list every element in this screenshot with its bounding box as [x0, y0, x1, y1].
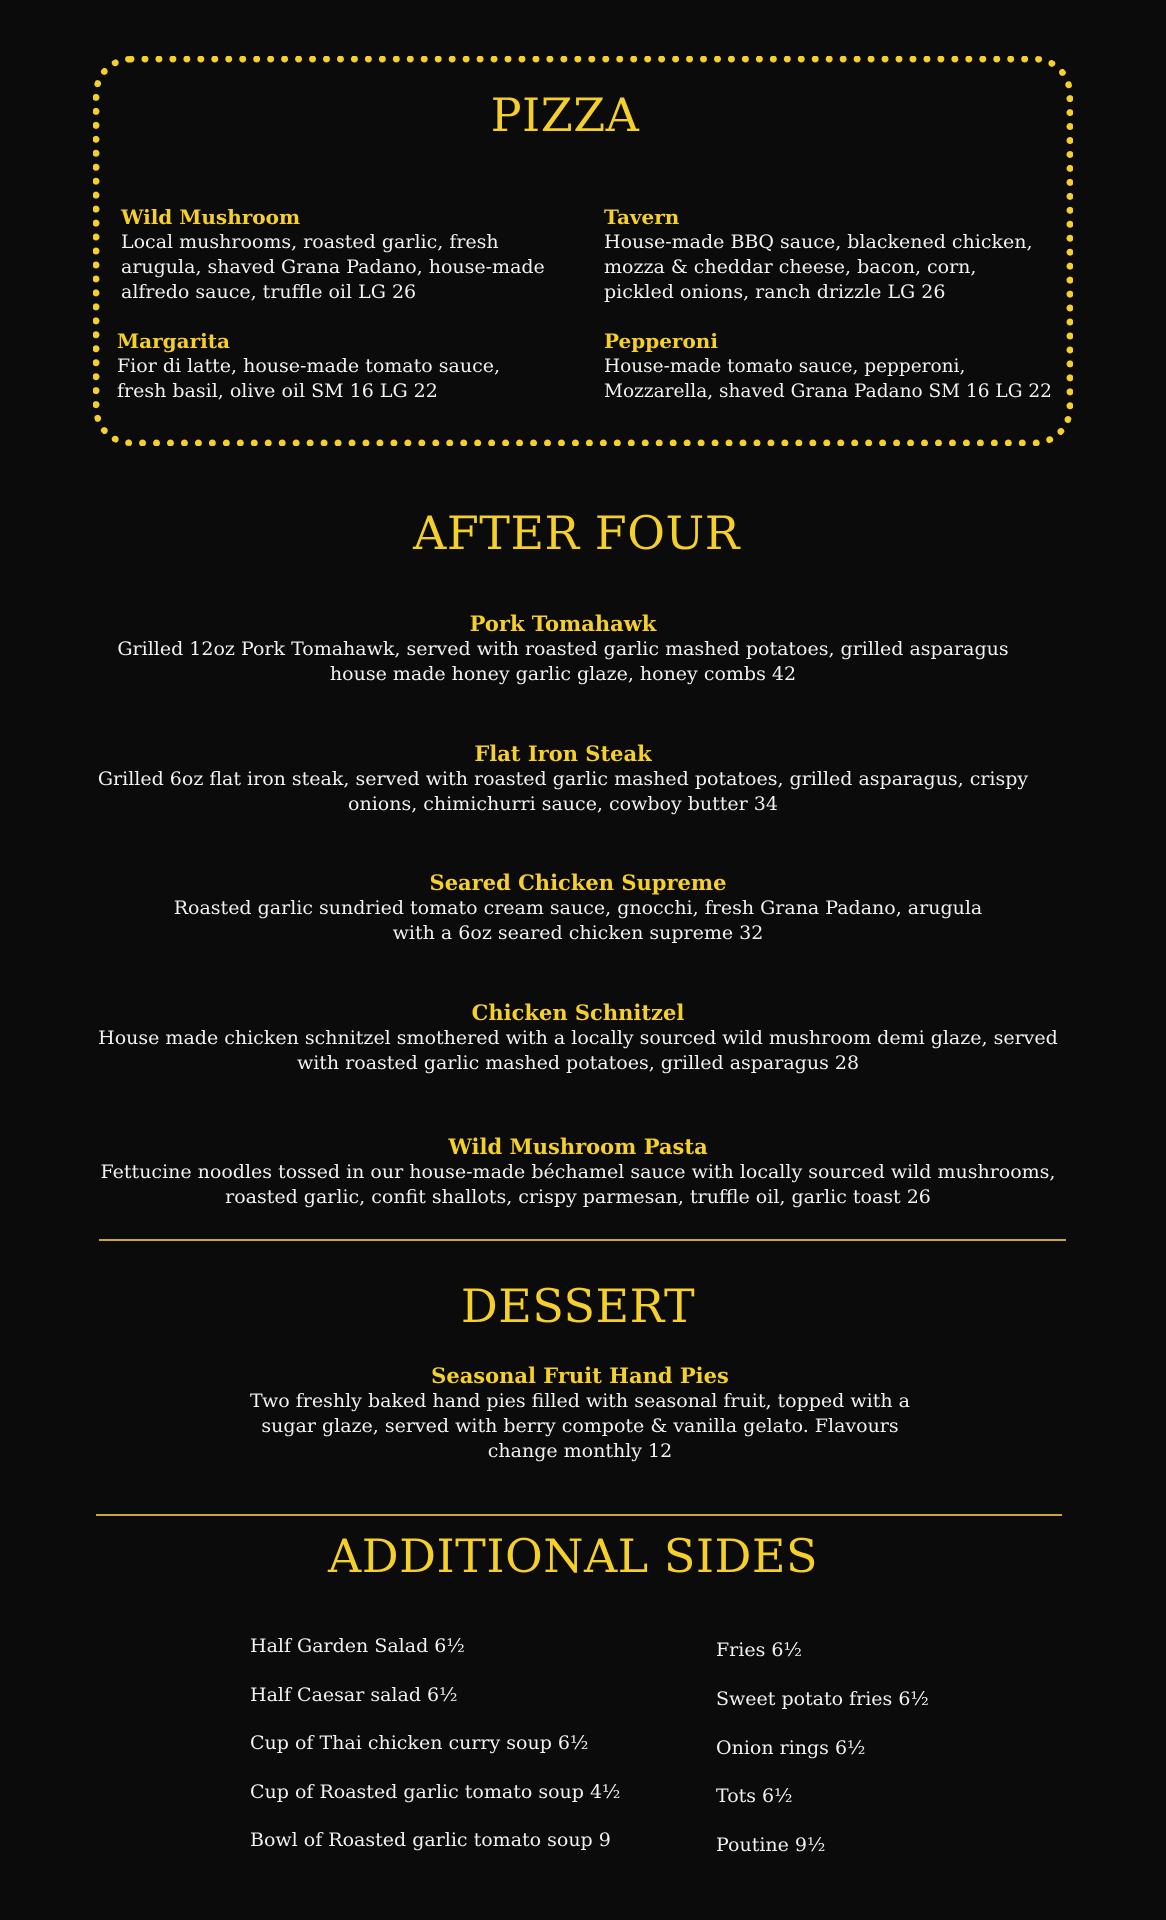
item-description	[60, 637, 1066, 687]
item-name: Pork Tomahawk	[469, 611, 657, 636]
pizza-title: PIZZA	[490, 88, 640, 142]
menu-item-seared-chicken-supreme	[75, 870, 1081, 946]
side-item: Cup of Thai chicken curry soup 6½	[250, 1732, 589, 1754]
divider-after-four	[99, 1239, 1066, 1241]
desc-line: Grilled 6oz flat iron steak, served with roasted garlic mashed potatoes, grilled asparagus, crispy	[97, 768, 1029, 790]
desc-line: Fettucine noodles tossed in our house-made béchamel sauce with locally sourced wild mushrooms,	[100, 1161, 1056, 1183]
after-four-title: AFTER FOUR	[413, 506, 740, 560]
item-description	[73, 1160, 1083, 1210]
desc-line: House-made tomato sauce, pepperoni,	[604, 356, 966, 377]
side-item: Half Garden Salad 6½	[250, 1635, 465, 1657]
desc-line: change monthly 12	[487, 1440, 673, 1462]
item-description	[73, 1026, 1083, 1076]
desc-line: sugar glaze, served with berry compote & vanilla gelato. Flavours	[261, 1415, 899, 1437]
item-description	[75, 896, 1081, 946]
desc-line: alfredo sauce, truffle oil LG 26	[121, 281, 417, 303]
desc-line: House made chicken schnitzel smothered with a locally sourced wild mushroom demi glaze, served	[98, 1027, 1058, 1049]
desc-line: Fior di latte, house-made tomato sauce,	[117, 355, 500, 377]
desc-line: arugula, shaved Grana Padano, house-made	[121, 256, 545, 278]
desc-line: onions, chimichurri sauce, cowboy butter 34	[348, 793, 778, 815]
menu-item-flat-iron-steak	[60, 741, 1066, 817]
desc-line: pickled onions, ranch drizzle LG 26	[604, 281, 946, 303]
side-item: Onion rings 6½	[716, 1737, 866, 1759]
desc-line: with roasted garlic mashed potatoes, grilled asparagus 28	[296, 1052, 860, 1074]
desc-line: Local mushrooms, roasted garlic, fresh	[121, 231, 499, 253]
item-description	[60, 767, 1066, 817]
desc-line: Grilled 12oz Pork Tomahawk, served with roasted garlic mashed potatoes, grilled asparagus	[117, 638, 1009, 660]
pizza-item-pepperoni	[604, 329, 1069, 404]
item-name: Tavern	[604, 205, 680, 229]
menu-item-wild-mushroom-pasta	[73, 1134, 1083, 1210]
desc-line: roasted garlic, confit shallots, crispy parmesan, truffle oil, garlic toast 26	[225, 1186, 931, 1208]
item-description	[121, 230, 561, 305]
item-description	[604, 354, 1069, 404]
desc-line: Roasted garlic sundried tomato cream sauce, gnocchi, fresh Grana Padano, arugula	[173, 897, 983, 919]
item-description	[604, 230, 1064, 305]
menu-item-pork-tomahawk	[60, 611, 1066, 687]
desc-line: with a 6oz seared chicken supreme 32	[392, 922, 764, 944]
desc-line: fresh basil, olive oil SM 16 LG 22	[117, 380, 438, 402]
item-name: Pepperoni	[604, 329, 718, 353]
side-item: Half Caesar salad 6½	[250, 1684, 458, 1706]
item-name: Chicken Schnitzel	[471, 1000, 685, 1025]
item-name: Seasonal Fruit Hand Pies	[431, 1363, 729, 1388]
item-description	[80, 1389, 1080, 1464]
item-name: Flat Iron Steak	[474, 741, 652, 766]
desc-line: House-made BBQ sauce, blackened chicken,	[604, 231, 1033, 253]
desc-line: mozza & cheddar cheese, bacon, corn,	[604, 256, 977, 278]
side-item: Bowl of Roasted garlic tomato soup 9	[250, 1829, 611, 1851]
desc-line: Two freshly baked hand pies filled with seasonal fruit, topped with a	[250, 1390, 910, 1412]
pizza-item-margarita	[117, 329, 557, 404]
side-item: Fries 6½	[716, 1639, 802, 1661]
side-item: Sweet potato fries 6½	[716, 1688, 929, 1710]
menu-item-chicken-schnitzel	[73, 1000, 1083, 1076]
desc-line: house made honey garlic glaze, honey combs 42	[329, 663, 797, 685]
item-description	[117, 354, 557, 404]
item-name: Wild Mushroom Pasta	[448, 1134, 708, 1159]
dessert-title: DESSERT	[460, 1279, 696, 1333]
desc-line: Mozzarella, shaved Grana Padano SM 16 LG 22	[604, 381, 1052, 402]
divider-dessert	[96, 1514, 1062, 1516]
side-item: Cup of Roasted garlic tomato soup 4½	[250, 1781, 621, 1803]
item-name: Seared Chicken Supreme	[429, 870, 727, 895]
menu-item-seasonal-fruit-hand-pies	[80, 1363, 1080, 1464]
side-item: Tots 6½	[716, 1785, 793, 1807]
pizza-item-tavern	[604, 205, 1064, 305]
item-name: Margarita	[117, 329, 230, 353]
pizza-item-wild-mushroom	[121, 205, 561, 305]
item-name: Wild Mushroom	[121, 205, 301, 229]
additional-sides-title: ADDITIONAL SIDES	[327, 1529, 818, 1583]
side-item: Poutine 9½	[716, 1834, 826, 1856]
